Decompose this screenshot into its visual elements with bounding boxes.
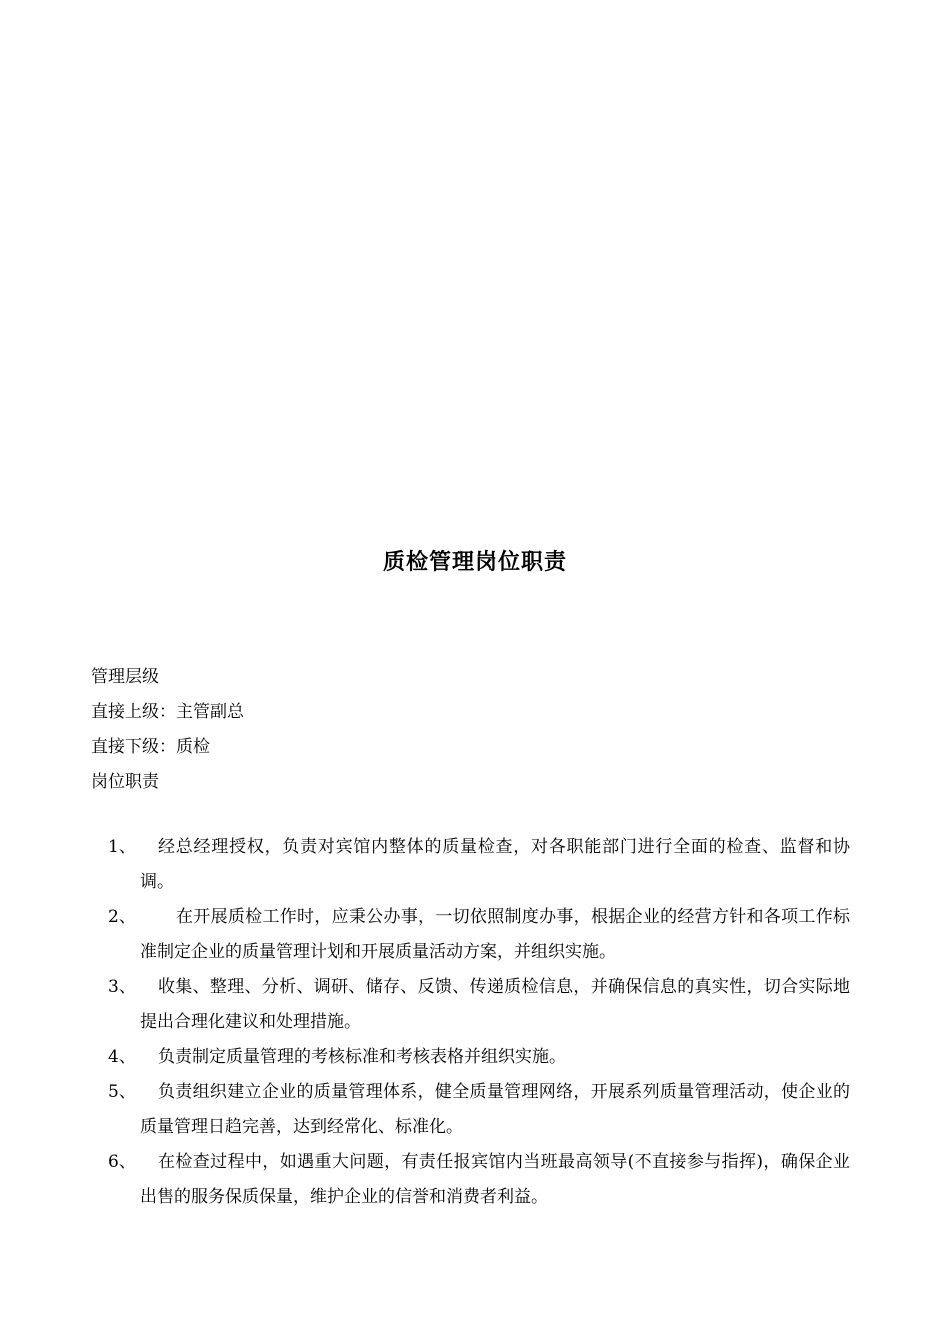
list-item xyxy=(0,900,950,970)
page-title: 质检管理岗位职责 xyxy=(382,550,567,575)
item-text: 在开展质检工作时，应秉公办事，一切依照制度办事，根据企业的经营方针和各项工作标准制定企业的质量管理计划和开展质量活动方案，并组织实施。 xyxy=(140,907,850,962)
direct-superior-line: 直接上级：主管副总 xyxy=(91,702,244,722)
list-item xyxy=(0,830,950,900)
item-text: 经总经理授权，负责对宾馆内整体的质量检查，对各职能部门进行全面的检查、监督和协调。 xyxy=(140,837,850,892)
item-number: 2、 xyxy=(108,907,136,927)
duties-list xyxy=(0,830,950,1215)
management-level-label: 管理层级 xyxy=(91,667,159,687)
position-info xyxy=(91,660,244,800)
item-number: 1、 xyxy=(108,837,136,857)
item-number: 6、 xyxy=(108,1152,136,1172)
item-number: 5、 xyxy=(108,1082,136,1102)
list-item xyxy=(0,1040,950,1075)
item-text: 负责组织建立企业的质量管理体系，健全质量管理网络，开展系列质量管理活动，使企业的质量管理日趋完善，达到经常化、标准化。 xyxy=(140,1082,850,1137)
item-text: 在检查过程中，如遇重大问题，有责任报宾馆内当班最高领导(不直接参与指挥)，确保企业出售的服务保质保量，维护企业的信誉和消费者利益。 xyxy=(140,1152,850,1207)
item-text: 收集、整理、分析、调研、储存、反馈、传递质检信息，并确保信息的真实性，切合实际地提出合理化建议和处理措施。 xyxy=(140,977,850,1032)
list-item xyxy=(0,1075,950,1145)
direct-subordinate-line: 直接下级：质检 xyxy=(91,737,210,757)
item-text: 负责制定质量管理的考核标准和考核表格并组织实施。 xyxy=(158,1047,566,1067)
list-item xyxy=(0,970,950,1040)
item-number: 4、 xyxy=(108,1047,136,1067)
list-item xyxy=(0,1145,950,1215)
duties-heading: 岗位职责 xyxy=(91,772,159,792)
item-number: 3、 xyxy=(108,977,136,997)
